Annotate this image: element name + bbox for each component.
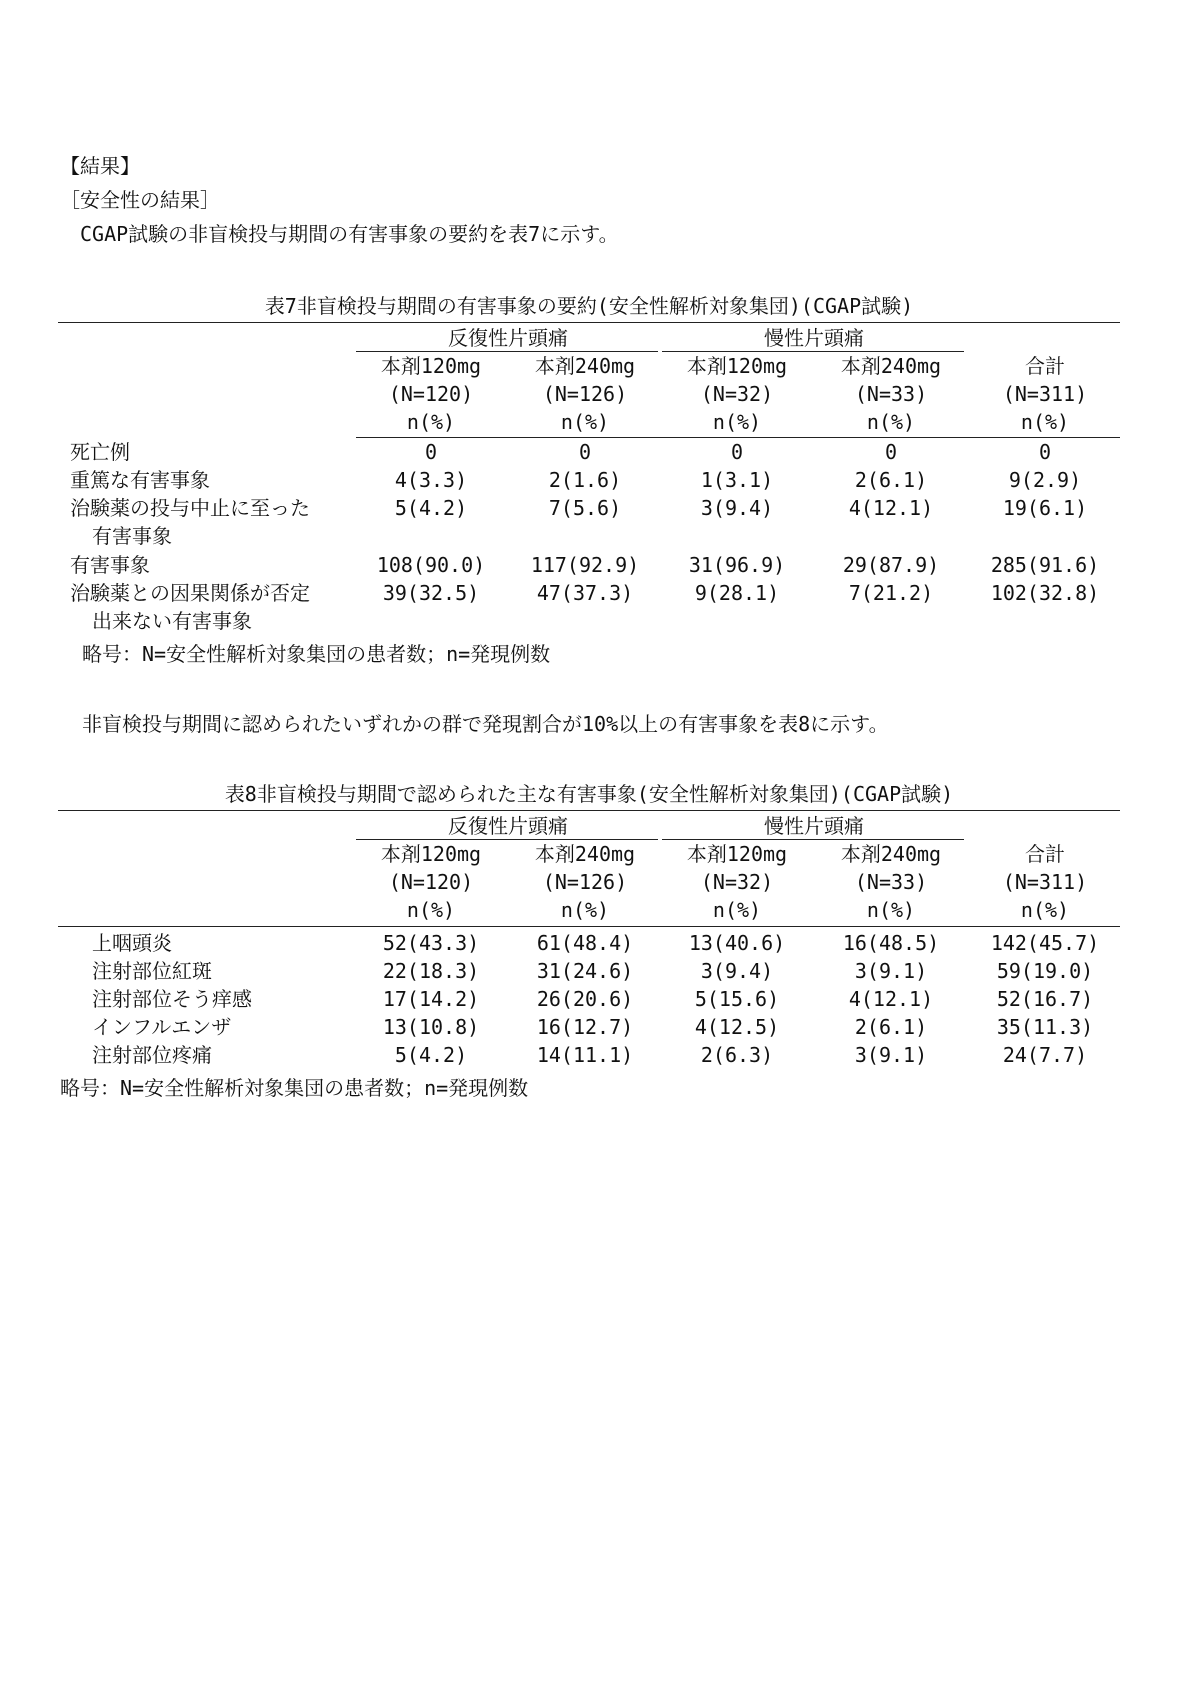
table7-cell: 0 <box>1038 440 1052 464</box>
table7-cell: 2(1.6) <box>548 468 622 492</box>
table7-cell: 5(4.2) <box>394 496 468 520</box>
table8-cell: 17(14.2) <box>382 987 480 1011</box>
table8-cell: 16(12.7) <box>536 1015 634 1039</box>
table8-row-label: 上咽頭炎 <box>92 931 172 955</box>
heading-safety: ［安全性の結果］ <box>60 188 220 212</box>
table7-row-label: 重篤な有害事象 <box>70 468 210 492</box>
table7-cell: 3(9.4) <box>700 496 774 520</box>
table7-caption: 表7非盲検投与期間の有害事象の要約(安全性解析対象集団)(CGAP試験) <box>264 294 914 318</box>
table8-cell: 61(48.4) <box>536 931 634 955</box>
table7-col3-dose: 本剤120mg <box>686 354 788 378</box>
table8-row-label: 注射部位疼痛 <box>92 1043 212 1067</box>
table8-cell: 13(40.6) <box>688 931 786 955</box>
intro-text-1: CGAP試験の非盲検投与期間の有害事象の要約を表7に示す。 <box>80 222 619 246</box>
table8-cell: 2(6.1) <box>854 1015 928 1039</box>
table7-col5-dose: 合計 <box>1025 354 1065 378</box>
table8-group-chronic: 慢性片頭痛 <box>764 814 864 838</box>
table8-cell: 13(10.8) <box>382 1015 480 1039</box>
table7-col1-n: (N=120) <box>388 382 474 406</box>
table7-cell: 2(6.1) <box>854 468 928 492</box>
table8-cell: 31(24.6) <box>536 959 634 983</box>
table8-col5-n: (N=311) <box>1002 870 1088 894</box>
table8-cell: 24(7.7) <box>1002 1043 1088 1067</box>
table7-cell: 1(3.1) <box>700 468 774 492</box>
table8-row-label: 注射部位紅斑 <box>92 959 212 983</box>
table7-col3-n: (N=32) <box>700 382 774 406</box>
table7-row-label-cont: 出来ない有害事象 <box>92 609 252 633</box>
table8-col5-unit: n(%) <box>1020 898 1070 922</box>
table8-row-label: インフルエンザ <box>92 1015 232 1039</box>
table8-cell: 52(16.7) <box>996 987 1094 1011</box>
table7-row-label: 治験薬との因果関係が否定 <box>70 581 310 605</box>
table8-cell: 4(12.1) <box>848 987 934 1011</box>
table8-group-episodic: 反復性片頭痛 <box>448 814 568 838</box>
table8-cell: 59(19.0) <box>996 959 1094 983</box>
table8-col1-dose: 本剤120mg <box>380 842 482 866</box>
table7-cell: 47(37.3) <box>536 581 634 605</box>
table8-cell: 5(15.6) <box>694 987 780 1011</box>
table7-cell: 108(90.0) <box>376 553 486 577</box>
table7-col5-n: (N=311) <box>1002 382 1088 406</box>
table7-col2-dose: 本剤240mg <box>534 354 636 378</box>
table8-col5-dose: 合計 <box>1025 842 1065 866</box>
table8-col3-unit: n(%) <box>712 898 762 922</box>
table8-col1-unit: n(%) <box>406 898 456 922</box>
table7-col1-unit: n(%) <box>406 410 456 434</box>
table7-cell: 285(91.6) <box>990 553 1100 577</box>
table7-cell: 0 <box>424 440 438 464</box>
table7-col2-n: (N=126) <box>542 382 628 406</box>
table7-cell: 4(12.1) <box>848 496 934 520</box>
table7-cell: 0 <box>578 440 592 464</box>
intro-text-2: 非盲検投与期間に認められたいずれかの群で発現割合が10%以上の有害事象を表8に示す。 <box>82 712 889 736</box>
table8-cell: 52(43.3) <box>382 931 480 955</box>
table7-group-chronic: 慢性片頭痛 <box>764 326 864 350</box>
table7-col3-unit: n(%) <box>712 410 762 434</box>
table8-cell: 3(9.1) <box>854 959 928 983</box>
table8-cell: 22(18.3) <box>382 959 480 983</box>
table8-cell: 16(48.5) <box>842 931 940 955</box>
table7-cell: 102(32.8) <box>990 581 1100 605</box>
heading-result: 【結果】 <box>60 154 140 178</box>
table7-cell: 7(5.6) <box>548 496 622 520</box>
table7-cell: 9(28.1) <box>694 581 780 605</box>
table8-col2-dose: 本剤240mg <box>534 842 636 866</box>
table8-row-label: 注射部位そう痒感 <box>92 987 252 1011</box>
table8-cell: 35(11.3) <box>996 1015 1094 1039</box>
table8-col2-n: (N=126) <box>542 870 628 894</box>
table8-cell: 3(9.4) <box>700 959 774 983</box>
table8-cell: 142(45.7) <box>990 931 1100 955</box>
table7-row-label: 有害事象 <box>70 553 150 577</box>
table8-col4-unit: n(%) <box>866 898 916 922</box>
table8-cell: 3(9.1) <box>854 1043 928 1067</box>
table7-col4-unit: n(%) <box>866 410 916 434</box>
table8-cell: 5(4.2) <box>394 1043 468 1067</box>
table7-top-rule <box>58 322 1120 323</box>
table7-col1-dose: 本剤120mg <box>380 354 482 378</box>
table8-cell: 14(11.1) <box>536 1043 634 1067</box>
table8-col1-n: (N=120) <box>388 870 474 894</box>
table7-footnote: 略号：N=安全性解析対象集団の患者数；n=発現例数 <box>82 642 551 666</box>
table7-col4-dose: 本剤240mg <box>840 354 942 378</box>
table8-top-rule <box>58 810 1120 811</box>
table8-cell: 4(12.5) <box>694 1015 780 1039</box>
table8-cell: 2(6.3) <box>700 1043 774 1067</box>
table7-group-episodic: 反復性片頭痛 <box>448 326 568 350</box>
table7-row-label: 治験薬の投与中止に至った <box>70 496 310 520</box>
table8-col2-unit: n(%) <box>560 898 610 922</box>
table7-row-label: 死亡例 <box>70 440 130 464</box>
table8-cell: 26(20.6) <box>536 987 634 1011</box>
table7-cell: 29(87.9) <box>842 553 940 577</box>
table8-header-rule <box>58 926 1120 927</box>
table8-footnote: 略号：N=安全性解析対象集団の患者数；n=発現例数 <box>60 1076 529 1100</box>
table7-row-label-cont: 有害事象 <box>92 524 172 548</box>
table7-cell: 4(3.3) <box>394 468 468 492</box>
table7-cell: 39(32.5) <box>382 581 480 605</box>
table7-col2-unit: n(%) <box>560 410 610 434</box>
table8-col3-n: (N=32) <box>700 870 774 894</box>
table7-cell: 117(92.9) <box>530 553 640 577</box>
table7-cell: 7(21.2) <box>848 581 934 605</box>
table8-col4-n: (N=33) <box>854 870 928 894</box>
table7-col4-n: (N=33) <box>854 382 928 406</box>
table8-caption: 表8非盲検投与期間で認められた主な有害事象(安全性解析対象集団)(CGAP試験) <box>224 782 954 806</box>
table7-col5-unit: n(%) <box>1020 410 1070 434</box>
table7-cell: 19(6.1) <box>1002 496 1088 520</box>
table7-cell: 0 <box>884 440 898 464</box>
table8-col4-dose: 本剤240mg <box>840 842 942 866</box>
table8-col3-dose: 本剤120mg <box>686 842 788 866</box>
table7-cell: 9(2.9) <box>1008 468 1082 492</box>
table7-cell: 31(96.9) <box>688 553 786 577</box>
table7-cell: 0 <box>730 440 744 464</box>
